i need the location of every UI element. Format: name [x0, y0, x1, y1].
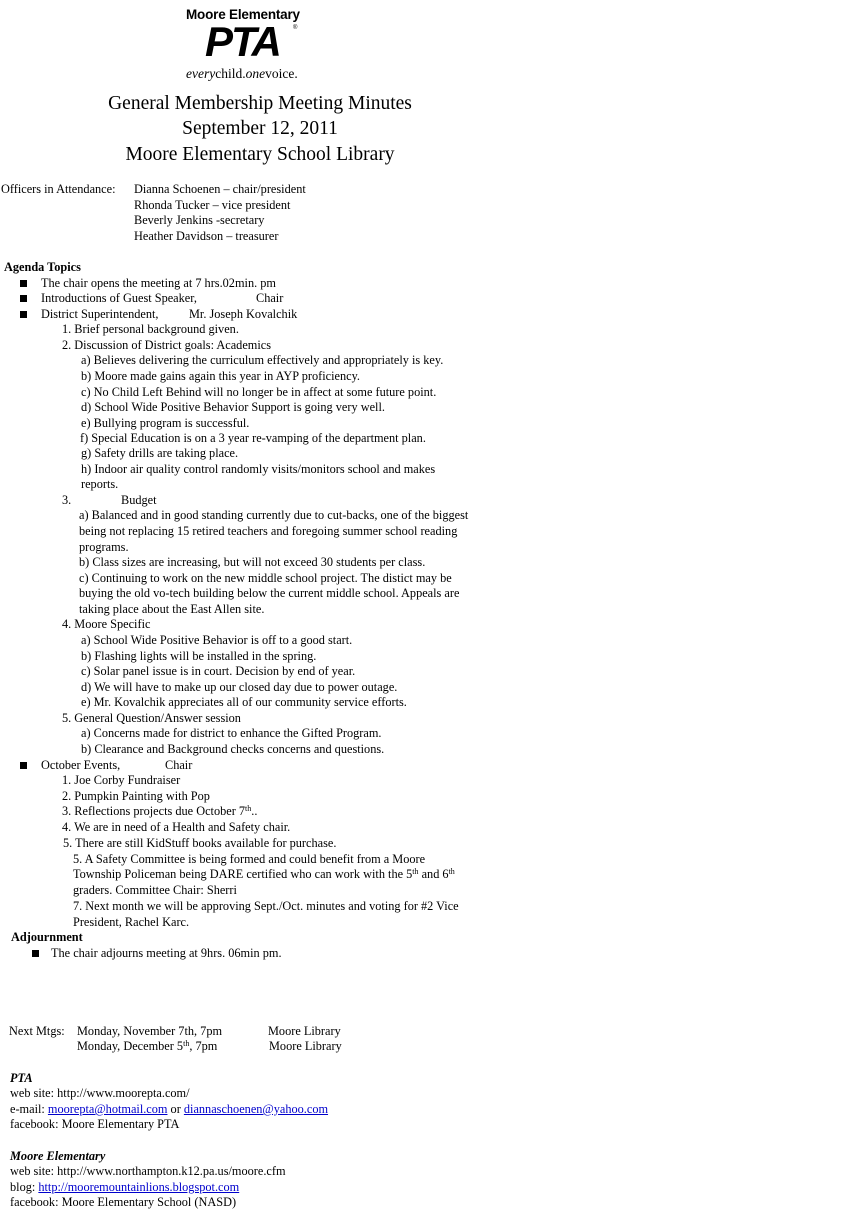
blog-link[interactable]: http://mooremountainlions.blogspot.com: [38, 1180, 240, 1194]
pta-email-link[interactable]: moorepta@hotmail.com: [47, 1102, 168, 1116]
officers-label: Officers in Attendance:: [1, 182, 116, 196]
list-item: a) Concerns made for district to enhance the Gifted Program.: [81, 726, 382, 740]
list-item: 1. Joe Corby Fundraiser: [62, 773, 181, 787]
adjournment-heading: Adjournment: [11, 930, 83, 944]
list-item: 1. Brief personal background given.: [62, 322, 239, 336]
bullet-square-icon: [32, 950, 39, 957]
agenda-item-speaker: Mr. Joseph Kovalchik: [189, 307, 298, 321]
list-item: c) Solar panel issue is in court. Decision by end of year.: [81, 664, 356, 678]
list-item: programs.: [79, 540, 129, 554]
list-item: d) We will have to make up our closed day due to power outage.: [81, 680, 398, 694]
list-item: 2. Pumpkin Painting with Pop: [62, 789, 210, 803]
doc-date: September 12, 2011: [182, 118, 338, 139]
list-item: a) School Wide Positive Behavior is off to a good start.: [81, 633, 353, 647]
officer-item: Dianna Schoenen – chair/president: [134, 182, 306, 196]
meeting-place: Moore Library: [268, 1024, 341, 1038]
officer-item: Rhonda Tucker – vice president: [134, 198, 291, 212]
pta-website: web site: http://www.moorepta.com/: [10, 1086, 190, 1100]
meeting-date: Monday, December 5th, 7pm: [77, 1039, 218, 1053]
list-item: c) No Child Left Behind will no longer be in affect at some future point.: [81, 385, 437, 399]
bullet-square-icon: [20, 295, 27, 302]
officer-item: Beverly Jenkins -secretary: [134, 213, 265, 227]
list-item: Township Policeman being DARE certified who can work with the 5th and 6th: [73, 867, 455, 881]
school-blog: blog: http://mooremountainlions.blogspot.com: [10, 1180, 240, 1194]
list-item: 5. General Question/Answer session: [62, 711, 241, 725]
list-item: g) Safety drills are taking place.: [81, 446, 239, 460]
list-item: 4. Moore Specific: [62, 617, 151, 631]
pta-logo: PTA: [205, 18, 280, 65]
list-item: 5. A Safety Committee is being formed and could benefit from a Moore: [73, 852, 426, 866]
list-item: b) Flashing lights will be installed in the spring.: [81, 649, 317, 663]
bullet-square-icon: [20, 311, 27, 318]
tagline-every: every: [186, 66, 216, 81]
list-item: e) Bullying program is successful.: [81, 416, 250, 430]
list-number: 3.: [62, 493, 72, 507]
agenda-heading: Agenda Topics: [4, 260, 81, 274]
tagline-child: child.: [215, 66, 246, 81]
logo-school-name: Moore Elementary: [186, 7, 300, 22]
list-item: b) Clearance and Background checks concerns and questions.: [81, 742, 385, 756]
bullet-square-icon: [20, 762, 27, 769]
pta-facebook: facebook: Moore Elementary PTA: [10, 1117, 180, 1131]
list-item: taking place about the East Allen site.: [79, 602, 265, 616]
list-item: b) Moore made gains again this year in AYP proficiency.: [81, 369, 361, 383]
officer-item: Heather Davidson – treasurer: [134, 229, 279, 243]
list-item: d) School Wide Positive Behavior Support is going very well.: [81, 400, 385, 414]
list-item: 3. Reflections projects due October 7th..: [62, 804, 258, 818]
logo-tagline: [186, 66, 298, 82]
list-item: 7. Next month we will be approving Sept./Oct. minutes and voting for #2 Vice: [73, 899, 459, 913]
tagline-voice: voice.: [265, 66, 298, 81]
list-item: President, Rachel Karc.: [73, 915, 190, 929]
list-item: 2. Discussion of District goals: Academics: [62, 338, 272, 352]
list-item: 5. There are still KidStuff books available for purchase.: [63, 836, 337, 850]
list-item: f) Special Education is on a 3 year re-vamping of the department plan.: [80, 431, 426, 445]
registered-mark: ®: [293, 25, 298, 31]
doc-title: General Membership Meeting Minutes: [108, 93, 412, 114]
bullet-square-icon: [20, 280, 27, 287]
list-item: Budget: [121, 493, 157, 507]
list-item: a) Balanced and in good standing currently due to cut-backs, one of the biggest: [79, 508, 469, 522]
list-item: c) Continuing to work on the new middle school project. The distict may be: [79, 571, 452, 585]
pta-heading: PTA: [10, 1071, 33, 1085]
list-item: buying the old vo-tech building below the current middle school. Appeals are: [79, 586, 460, 600]
next-meetings-label: Next Mtgs:: [9, 1024, 65, 1038]
list-item: being not replacing 15 retired teachers and foregoing summer school reading: [79, 524, 458, 538]
pta-website-url: http://www.moorepta.com/: [57, 1086, 190, 1100]
list-item: a) Believes delivering the curriculum effectively and appropriately is key.: [81, 353, 444, 367]
list-item: b) Class sizes are increasing, but will not exceed 30 students per class.: [79, 555, 426, 569]
adjournment-text: The chair adjourns meeting at 9hrs. 06min pm.: [51, 946, 282, 960]
agenda-item-chair: Chair: [256, 291, 284, 305]
chair-email-link[interactable]: diannaschoenen@yahoo.com: [183, 1102, 329, 1116]
agenda-item: Introductions of Guest Speaker,: [41, 291, 197, 305]
school-facebook: facebook: Moore Elementary School (NASD): [10, 1195, 237, 1209]
list-item: e) Mr. Kovalchik appreciates all of our community service efforts.: [81, 695, 407, 709]
list-item: graders. Committee Chair: Sherri: [73, 883, 237, 897]
agenda-item: October Events,: [41, 758, 121, 772]
list-item: h) Indoor air quality control randomly visits/monitors school and makes: [81, 462, 436, 476]
pta-email: e-mail: moorepta@hotmail.com or diannaschoenen@yahoo.com: [10, 1102, 329, 1116]
agenda-item-chair: Chair: [165, 758, 193, 772]
school-heading: Moore Elementary: [10, 1149, 106, 1163]
meeting-place: Moore Library: [269, 1039, 342, 1053]
agenda-item: District Superintendent,: [41, 307, 159, 321]
list-item: 4. We are in need of a Health and Safety chair.: [62, 820, 291, 834]
doc-location: Moore Elementary School Library: [125, 144, 395, 165]
agenda-item: The chair opens the meeting at 7 hrs.02min. pm: [41, 276, 276, 290]
list-item: reports.: [81, 477, 119, 491]
school-website-url: http://www.northampton.k12.pa.us/moore.cfm: [57, 1164, 286, 1178]
meeting-date: Monday, November 7th, 7pm: [77, 1024, 223, 1038]
school-website: web site: http://www.northampton.k12.pa.us/moore.cfm: [10, 1164, 286, 1178]
tagline-one: one: [245, 66, 266, 81]
